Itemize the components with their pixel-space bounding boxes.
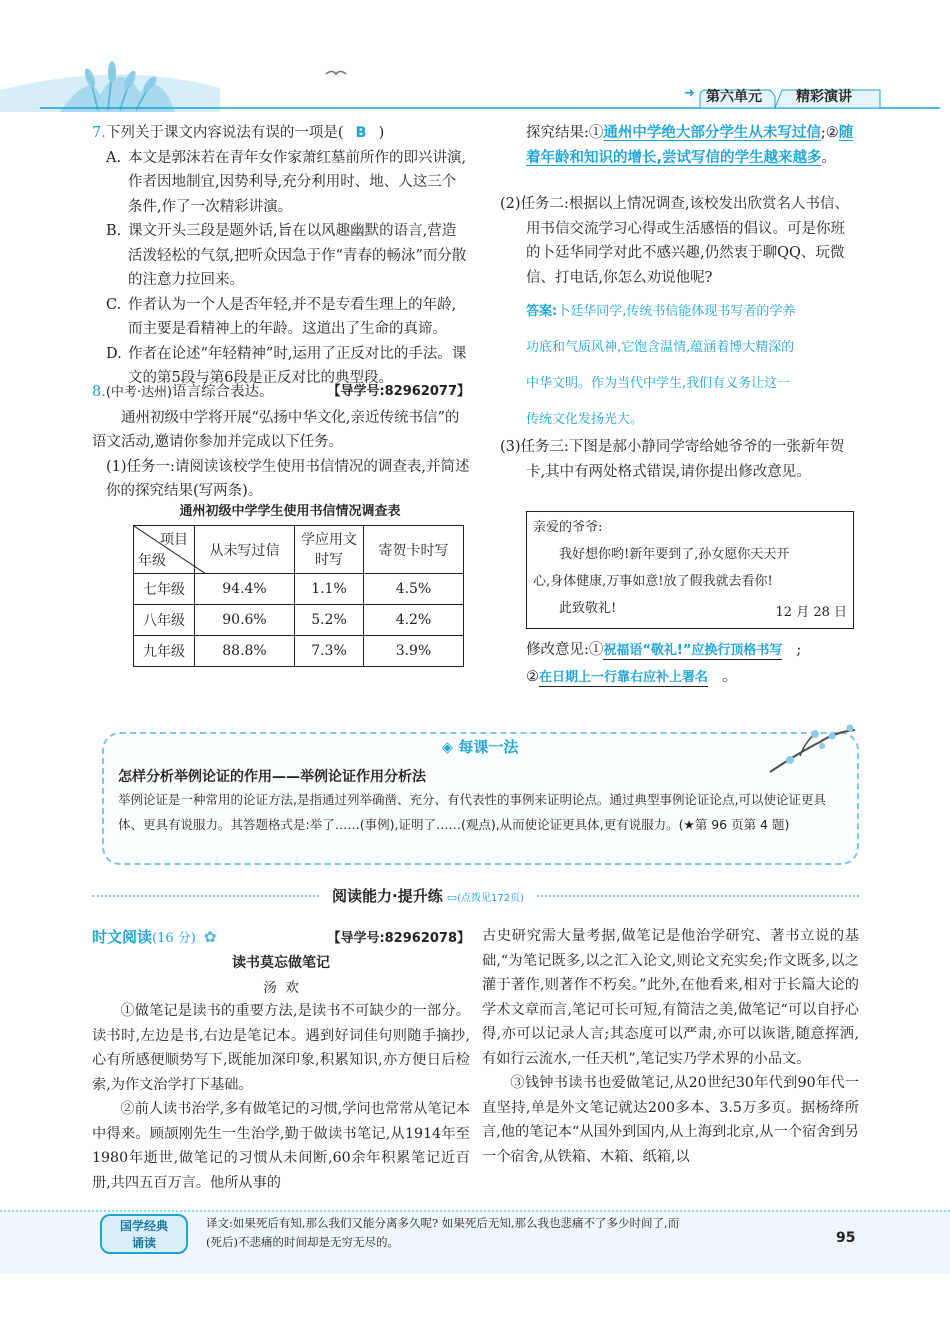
- section-label: 精彩演讲: [796, 89, 852, 105]
- card-greeting: 亲爱的爷爷:: [533, 520, 603, 535]
- article-left: [92, 999, 470, 1195]
- footer: [0, 1206, 950, 1333]
- header: [0, 0, 950, 112]
- q8-stem: 8.(中考·达州)语言综合表达。 【导学号:82962077】: [92, 380, 470, 406]
- table-row: 七年级 94.4% 1.1% 4.5%: [134, 574, 464, 605]
- q7-stem: 7.下列关于课文内容说法有误的一项是( B ): [92, 125, 385, 141]
- method-title: 怎样分析举例论证的作用——举例论证作用分析法: [118, 769, 426, 785]
- reading-header: 时文阅读(16 分) ✿ 【导学号:82962078】: [92, 928, 470, 946]
- table-header-cell: 寄贺卡时写: [364, 526, 464, 574]
- q7-answer: B: [355, 125, 367, 141]
- paragraph-2: ②前人读书治学,多有做笔记的习惯,学问也常常从笔记本中得来。顾颉刚先生一生治学,勤于做读书笔记,从1914年至1980年逝世,做笔记的习惯从未间断,60余年积累笔记近百册,共四五百万言。他所从事的: [92, 1101, 470, 1191]
- paragraph-1: ①做笔记是读书的重要方法,是读书不可缺少的一部分。读书时,左边是书,右边是笔记本。遇到好词佳句则随手摘抄,心有所感便顺势写下,既能加深印象,积累知识,亦方便日后检索,为作文治学打下基础。: [92, 1003, 470, 1093]
- book-icon: ▭: [446, 891, 458, 904]
- banner-label: 阅读能力·提升练 ▭(点拨见172页): [320, 884, 536, 908]
- method-body: 举例论证是一种常用的论证方法,是指通过列举确凿、充分、有代表性的事例来证明论点。通过典型事例论证论点,可以使论证更具体、更具有说服力。其答题格式是:举了……(事例),证明了……(观点),从而使论证更具体,更有说服力。(★第 96 页第 4 题): [118, 792, 826, 832]
- footer-logo: 国学经典 诵读: [100, 1214, 188, 1254]
- plum-branch-illustration: [760, 712, 860, 782]
- survey-table: [133, 525, 464, 667]
- q8-results: 探究结果:①通州中学绝大部分学生从未写过信;②随着年龄和知识的增长,尝试写信的学生越来越多。: [526, 125, 854, 166]
- table-header-cell: 学应用文时写: [295, 526, 364, 574]
- result-answer-1: 通州中学绝大部分学生从未写过信: [603, 125, 821, 141]
- q7-option-b: B. 课文开头三段是题外话,旨在以风趣幽默的语言,营造活泼轻松的气氛,把听众因急于作“青春的畅泳”而分散的注意力拉回来。: [106, 223, 467, 288]
- revise-answer-1: 祝福语“敬礼!”应换行顶格书写: [603, 643, 783, 658]
- page-number: 95: [836, 1230, 856, 1246]
- q8-intro: 通州初级中学将开展“弘扬中华文化,亲近传统书信”的语文活动,邀请你参加并完成以下任务。: [92, 409, 460, 450]
- method-badge: ◈ 每课一法: [441, 738, 519, 756]
- greeting-card: [526, 511, 854, 629]
- diamond-icon: ◈: [441, 738, 459, 756]
- reading-guide-number: 【导学号:82962078】: [327, 931, 470, 946]
- article-author: 汤 欢: [263, 980, 299, 996]
- card-line-3: 此致敬礼!: [559, 601, 617, 616]
- q8-task2: (2)任务二:根据以上情况调查,该校发出欣赏名人书信、用书信交流学习心得或生活感悟的倡议。可是你班的卜廷华同学对此不感兴趣,仍然衷于聊QQ、玩微信、打电话,你怎么劝说他呢?: [500, 196, 850, 286]
- paragraph-2-cont: 古史研究需大量考据,做笔记是他治学研究、著书立说的基础,“为笔记既多,以之汇入论文,则论文充实矣;作文既多,以之灌于著作,则著作不朽矣。”此外,在他看来,相对于长篇大论的学术文章而言,笔记可长可短,有简洁之美,做笔记“可以自抒心得,亦可以记录人言;其态度可以严肃,亦可以诙谐,随意挥洒,有如行云流水,一任天机”,笔记实乃学术界的小品文。: [482, 928, 859, 1067]
- result-answer-2: 随着年龄和知识的增长,尝试写信的学生越来越多: [526, 125, 854, 166]
- table-row: 八年级 90.6% 5.2% 4.2%: [134, 605, 464, 636]
- card-line-2: 心,身体健康,万事如意!放了假我就去看你!: [533, 574, 773, 589]
- article-title: 读书莫忘做笔记: [232, 955, 330, 971]
- q8-task2-answer: 答案:卜廷华同学,传统书信能体现书写者的学养 功底和气质风神,它饱含温情,蕴涵着博大精深的 中华文明。作为当代中学生,我们有义务让这一 传统文化发扬光大。: [526, 304, 796, 427]
- q7-option-a: A. 本文是郭沫若在青年女作家萧红墓前所作的即兴讲演,作者因地制宜,因势利导,充分利用时、地、人这三个条件,作了一次精彩讲演。: [106, 149, 467, 215]
- flower-icon: ✿: [203, 928, 217, 946]
- paragraph-3: ③钱钟书读书也爱做笔记,从20世纪30年代到90年代一直坚持,单是外文笔记就达200多本、3.5万多页。据杨绛所言,他的笔记本“从国外到国内,从上海到北京,从一个宿舍到另一个宿舍,从铁箱、木箱、纸箱,以: [482, 1075, 859, 1165]
- section-label: 时文阅读: [92, 928, 153, 946]
- q8-guide-number: 【导学号:82962077】: [327, 384, 470, 399]
- question-7: [92, 121, 470, 391]
- footer-translation: 译文:如果死后有知,那么我们又能分离多久呢? 如果死后无知,那么我也悲痛不了多少时间了,而 (死后)不悲痛的时间却是无穷无尽的。: [206, 1216, 680, 1249]
- survey-table-title: 通州初级中学学生使用书信情况调查表: [179, 504, 401, 519]
- q7-option-c: C. 作者认为一个人是否年轻,并不是专看生理上的年龄,而主要是看精神上的年龄。这道出了生命的真谛。: [106, 296, 457, 337]
- q8-revise: 修改意见:①祝福语“敬礼!”应换行顶格书写 ; ②在日期上一行靠右应补上署名 。: [526, 642, 802, 685]
- table-header-cell: 从未写过信: [195, 526, 295, 574]
- unit-label: 第六单元: [706, 89, 762, 105]
- card-line-1: 我好想你哟!新年要到了,孙女愿你天天开: [559, 547, 790, 562]
- card-date: 12 月 28 日: [775, 605, 847, 620]
- q7-option-d: D. 作者在论述“年轻精神”时,运用了正反对比的手法。课文的第5段与第6段是正反对比的典型段。: [106, 345, 467, 386]
- table-corner-cell: 项目 年级: [134, 526, 195, 574]
- article-right: [482, 924, 859, 1169]
- revise-answer-2: 在日期上一行靠右应补上署名: [539, 670, 709, 685]
- arrow-icon: ➜: [684, 86, 695, 101]
- q8-task3: (3)任务三:下图是郝小静同学寄给她爷爷的一张新年贺卡,其中有两处格式错误,请你提出修改意见。: [500, 439, 845, 480]
- table-row: 九年级 88.8% 7.3% 3.9%: [134, 636, 464, 667]
- q8-task1: (1)任务一:请阅读该校学生使用书信情况的调查表,并简述你的探究结果(写两条)。: [106, 458, 470, 499]
- question-8: [92, 380, 470, 504]
- reading-banner: [92, 884, 859, 908]
- table-header-row: [134, 526, 464, 574]
